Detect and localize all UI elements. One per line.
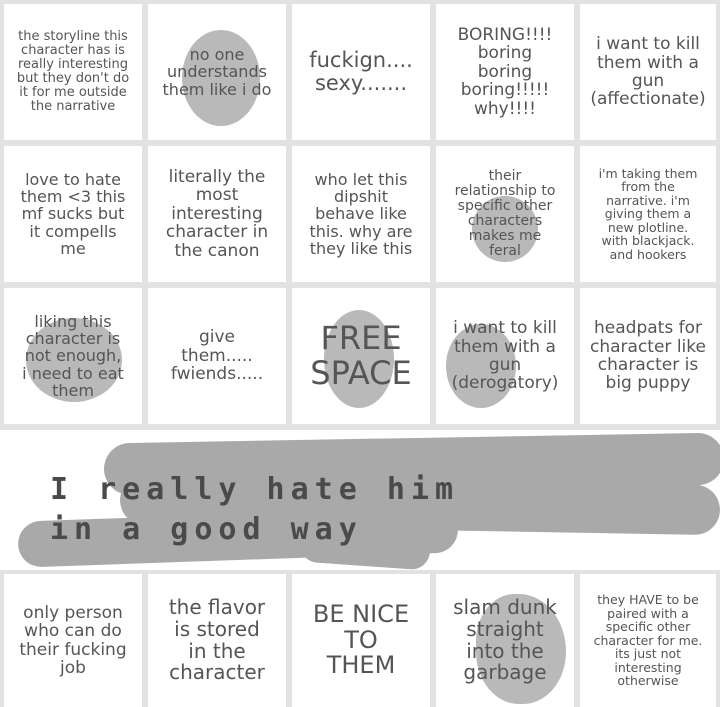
cell-text: the storyline this character has is really interesting but they don't do it for me outside the narrative: [16, 28, 130, 115]
cell-text: no one understands them like i do: [162, 45, 272, 99]
bingo-cell: [580, 288, 716, 424]
cell-text: i want to kill them with a gun (derogatory): [451, 318, 559, 394]
cell-text: their relationship to specific other characters makes me feral: [454, 167, 556, 260]
cell-text: the flavor is stored in the character: [168, 595, 266, 685]
bingo-cell: [580, 574, 716, 707]
bingo-cell: [292, 4, 430, 140]
banner-band: [0, 430, 720, 570]
bingo-cell: [580, 4, 716, 140]
cell-text: they HAVE to be paired with a specific other character for me. its just not interesting otherwise: [593, 592, 703, 689]
cell-text: i'm taking them from the narrative. i'm giving them a new plotline. with blackjack. and hookers: [598, 165, 698, 262]
cell-text: only person who can do their fucking job: [19, 602, 127, 678]
cell-text: literally the most interesting character in the canon: [165, 167, 269, 261]
banner-line-2: in a good way: [50, 512, 363, 547]
bingo-cell: [436, 288, 574, 424]
bingo-cell: [148, 146, 286, 282]
cell-text: headpats for character like character is big puppy: [590, 318, 706, 394]
bingo-cell: [4, 288, 142, 424]
cell-text: BE NICE TO THEM: [312, 599, 410, 680]
bingo-cell: [4, 574, 142, 707]
bingo-cell: [4, 146, 142, 282]
cell-text: who let this dipshit behave like this. why are they like this: [309, 169, 413, 258]
cell-text: love to hate them <3 this mf sucks but it compells me: [20, 169, 126, 258]
bingo-cell: [292, 574, 430, 707]
bingo-cell: [436, 4, 574, 140]
cell-text: slam dunk straight into the garbage: [453, 595, 557, 685]
cell-text: give them..... fwiends.....: [170, 327, 264, 385]
cell-text: BORING!!!! boring boring boring!!!!! why!!!!: [457, 25, 553, 119]
bingo-cell: [292, 146, 430, 282]
bingo-cell: [148, 574, 286, 707]
bingo-cell: [580, 146, 716, 282]
cell-text: i want to kill them with a gun (affectionate): [590, 34, 706, 110]
bingo-cell: [148, 4, 286, 140]
bingo-cell: [4, 4, 142, 140]
banner-line-1: I really hate him: [50, 472, 460, 507]
cell-text: liking this character is not enough, i need to eat them: [22, 311, 124, 400]
free-space-text: FREE SPACE: [310, 319, 412, 392]
cell-text: fuckign.... sexy.......: [309, 48, 413, 95]
bingo-cell: [436, 574, 574, 707]
bingo-cell: [292, 288, 430, 424]
bingo-cell: [148, 288, 286, 424]
bingo-cell: [436, 146, 574, 282]
